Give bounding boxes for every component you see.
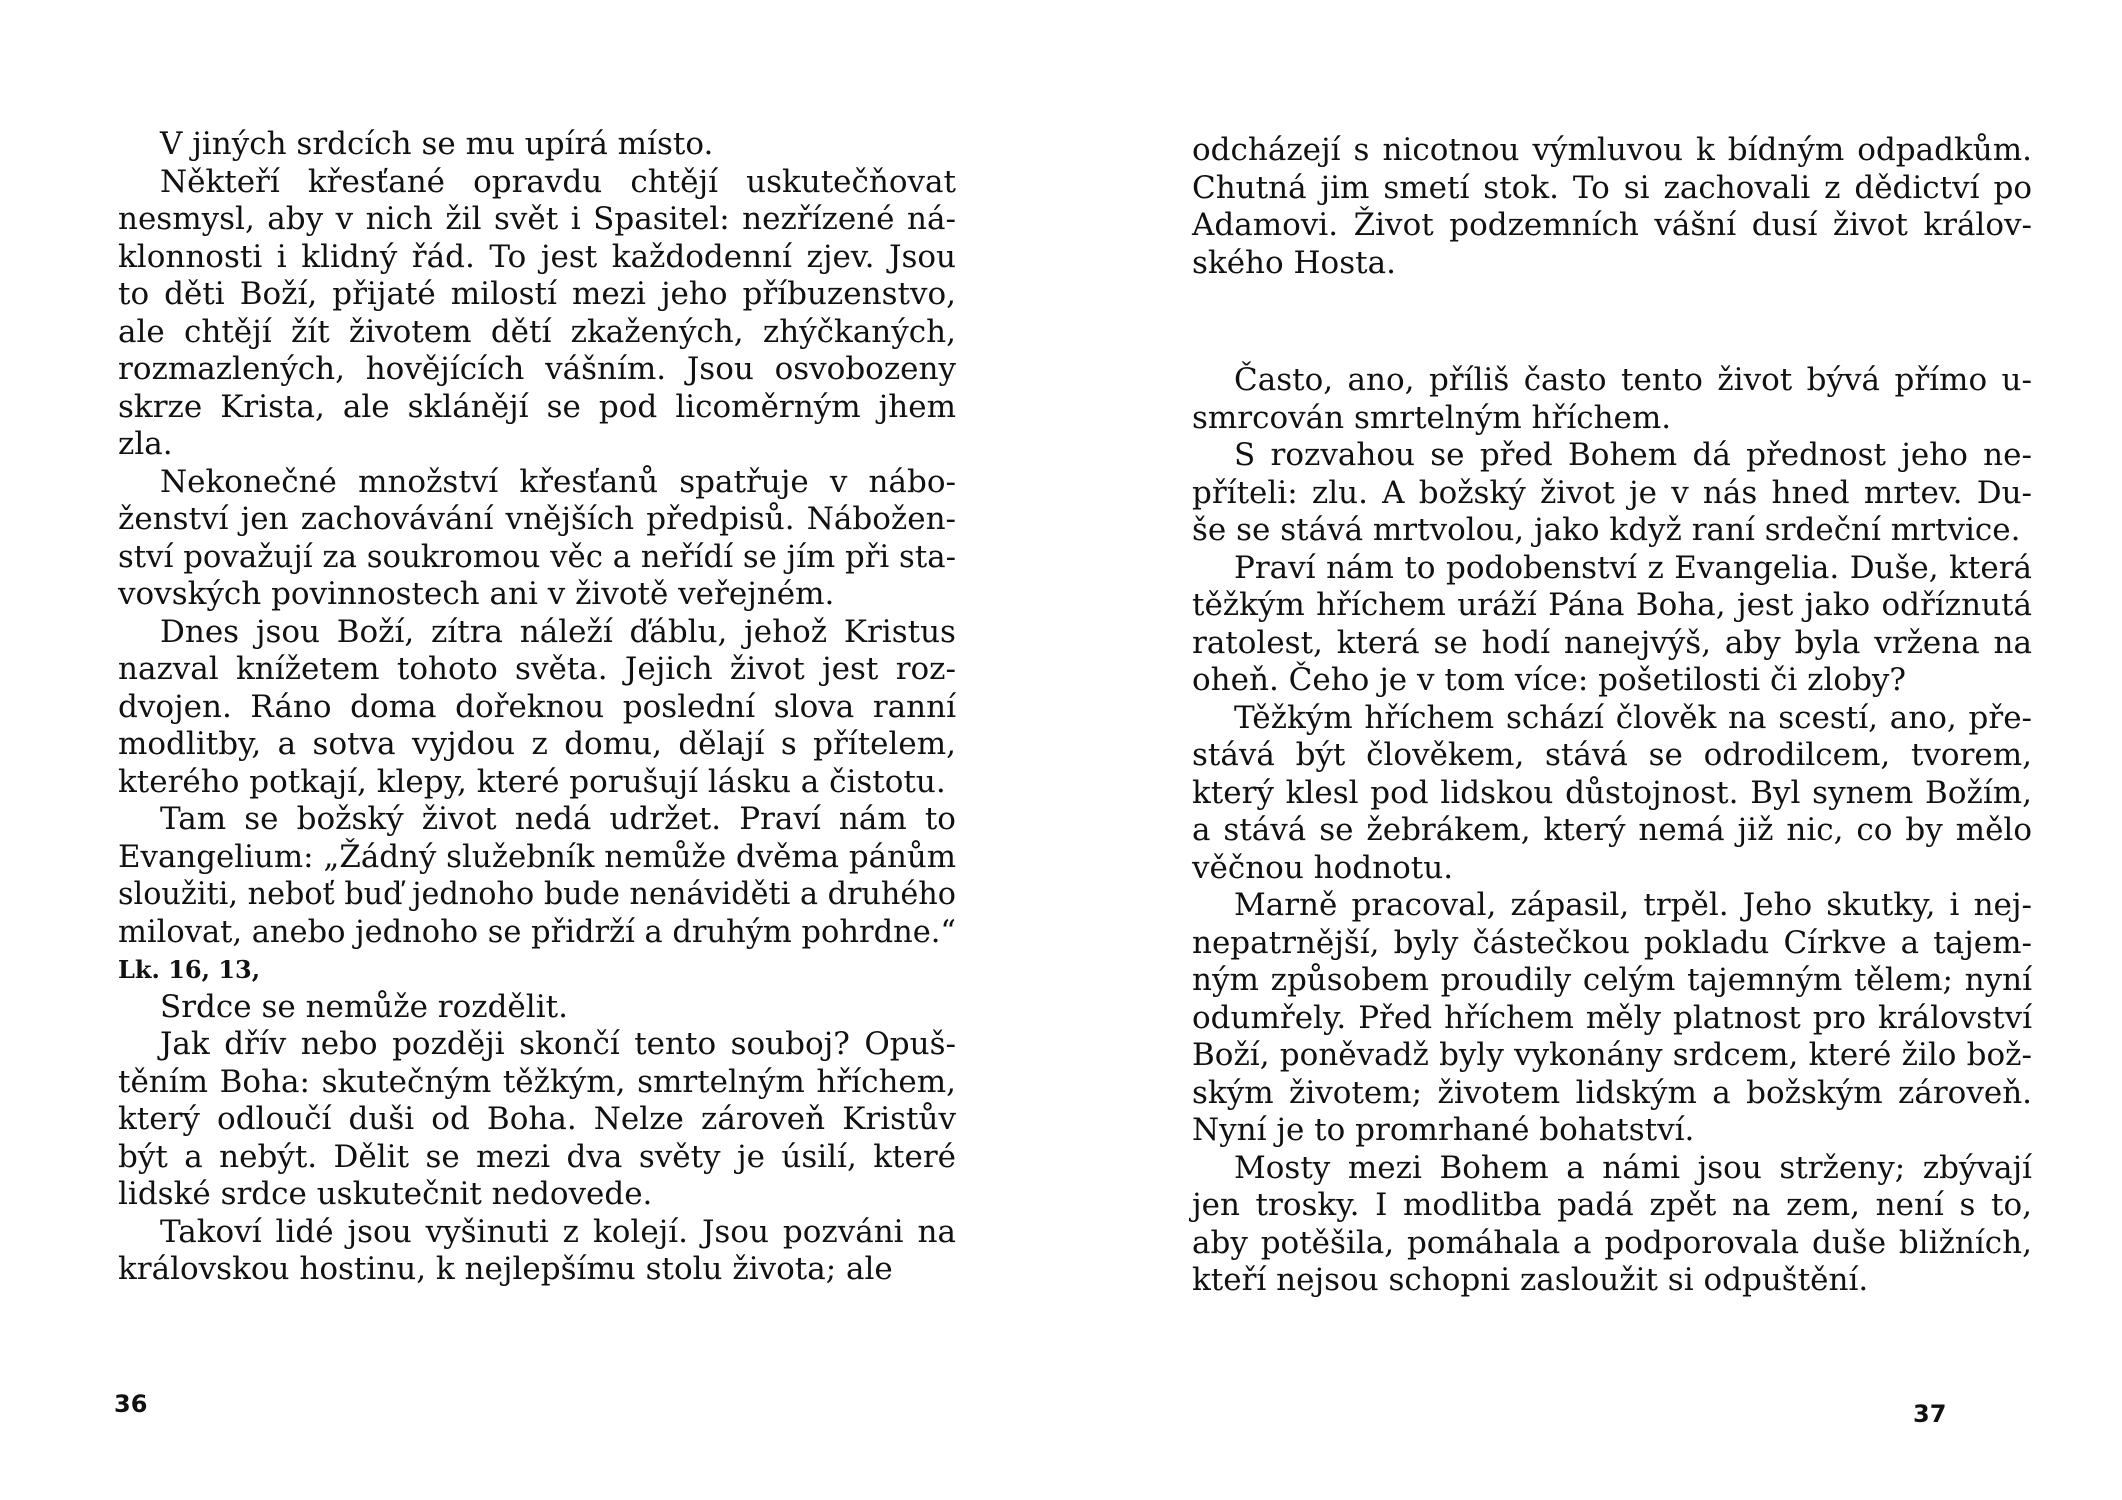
text-line: še se stává mrtvolou, jako když raní srdeční mrtvice. (1192, 512, 2021, 548)
text-line: Mosty mezi Bohem a námi jsou strženy; zbývají (1234, 1149, 2032, 1186)
text-line: nazval knížetem tohoto světa. Jejich život jest roz- (118, 651, 956, 687)
text-line: V jiných srdcích se mu upírá místo. (160, 126, 714, 162)
text-line: nepatrnější, byly částečkou pokladu Církve a tajem- (1192, 924, 2032, 961)
text-line: to děti Boží, přijaté milostí mezi jeho příbuzenstvo, (118, 276, 956, 312)
text-line: Evangelium: „Žádný služebník nemůže dvěma pánům (118, 838, 957, 875)
text-line: ale chtějí žít životem dětí zkažených, zhýčkaných, (118, 313, 956, 350)
text-line: zla. (118, 426, 173, 462)
text-line: který odloučí duši od Boha. Nelze zároveň Kristův (118, 1101, 956, 1137)
text-line: Srdce se nemůže rozdělit. (160, 988, 568, 1025)
text-line: těním Boha: skutečným těžkým, smrtelným hříchem, (118, 1063, 957, 1100)
page-number: 36 (114, 1390, 148, 1418)
text-line: milovat, anebo jednoho se přidrží a druhým pohrdne.“ (118, 913, 957, 950)
text-line: ského Hosta. (1192, 244, 1396, 281)
citation-line: Lk. 16, 13, (118, 955, 261, 984)
text-line: vovských povinnostech ani v životě veřejném. (118, 576, 835, 612)
text-line: jen trosky. I modlitba padá zpět na zem, není s to, (1192, 1187, 2032, 1223)
text-line: ratolest, která se hodí nanejvýš, aby byla vržena na (1192, 624, 2033, 661)
text-line: kteří nejsou schopni zasloužit si odpuštění. (1192, 1262, 1869, 1298)
text-line: Takoví lidé jsou vyšinuti z kolejí. Jsou pozváni na (160, 1213, 956, 1250)
text-line: Marně pracoval, zápasil, trpěl. Jeho skutky, i nej- (1234, 887, 2032, 923)
text-line: ženství jen zachovávání vnějších předpisů. Nábožen- (118, 501, 957, 537)
text-line: dvojen. Ráno doma dořeknou poslední slova ranní (118, 688, 956, 725)
text-line: Boží, poněvadž byly vykonány srdcem, které žilo bož- (1192, 1037, 2032, 1073)
text-line: aby potěšila, pomáhala a podporovala duše bližních, (1192, 1224, 2032, 1261)
text-line: Dnes jsou Boží, zítra náleží ďáblu, jehož Kristus (160, 613, 956, 650)
text-line: smrcován smrtelným hříchem. (1192, 399, 1672, 436)
text-line: Často, ano, příliš často tento život bývá přímo u- (1234, 362, 2032, 398)
text-line: odumřely. Před hříchem měly platnost pro království (1192, 999, 2033, 1036)
text-line: být a nebýt. Dělit se mezi dva světy je úsilí, které (118, 1138, 957, 1175)
text-line: Těžkým hříchem schází člověk na scestí, ano, pře- (1234, 699, 2033, 736)
text-line: sloužiti, neboť buď jednoho bude nenáviděti a druhého (118, 876, 957, 912)
text-line: ským životem; životem lidským a božským zároveň. (1192, 1074, 2033, 1111)
left-page-text (118, 126, 956, 1289)
text-line: Tam se božský život nedá udržet. Praví nám to (160, 801, 956, 837)
text-line: kterého potkají, klepy, které porušují lásku a čistotu. (118, 763, 946, 800)
text-line: rozmazlených, hovějících vášním. Jsou osvobozeny (118, 351, 956, 387)
text-line: oheň. Čeho je v tom více: pošetilosti či zloby? (1192, 662, 1907, 698)
text-line: ství považují za soukromou věc a neřídí se jím při sta- (118, 538, 956, 575)
text-line: a stává se žebrákem, který nemá již nic, co by mělo (1192, 812, 2032, 848)
right-page (1061, 0, 2122, 1500)
text-line: stává být člověkem, stává se odrodilcem, tvorem, (1192, 737, 2033, 773)
text-line: S rozvahou se před Bohem dá přednost jeho ne- (1234, 437, 2032, 473)
text-line: Nyní je to promrhané bohatství. (1192, 1112, 1695, 1148)
text-line: odcházejí s nicotnou výmluvou k bídným odpadkům. (1192, 132, 2032, 168)
text-line: Jak dřív nebo později skončí tento souboj? Opuš- (160, 1026, 956, 1062)
text-line: příteli: zlu. A božský život je v nás hned mrtev. Du- (1192, 474, 2033, 511)
text-line: Adamovi. Život podzemních vášní dusí život králov- (1192, 207, 2032, 243)
text-line: Chutná jim smetí stok. To si zachovali z dědictví po (1192, 169, 2032, 206)
text-line: nesmysl, aby v nich žil svět i Spasitel: nezřízené ná- (118, 201, 956, 237)
text-line: věčnou hodnotu. (1192, 849, 1454, 886)
text-line: těžkým hříchem uráží Pána Boha, jest jako odříznutá (1192, 587, 2032, 623)
text-line: lidské srdce uskutečnit nedovede. (118, 1176, 653, 1212)
right-page-text (1192, 132, 2032, 1300)
text-line: Někteří křesťané opravdu chtějí uskutečňovat (160, 163, 956, 200)
text-line: královskou hostinu, k nejlepšímu stolu života; ale (118, 1251, 893, 1287)
text-line: Nekonečné množství křesťanů spatřuje v nábo- (160, 463, 956, 500)
text-line: ným způsobem proudily celým tajemným tělem; nyní (1192, 962, 2033, 998)
text-line: skrze Krista, ale sklánějí se pod licoměrným jhem (118, 388, 956, 425)
text-line: klonnosti i klidný řád. To jest každodenní zjev. Jsou (118, 238, 957, 275)
text-line: modlitby, a sotva vyjdou z domu, dělají s přítelem, (118, 726, 957, 762)
page-number: 37 (1913, 1400, 1947, 1428)
text-line: který klesl pod lidskou důstojnost. Byl synem Božím, (1192, 774, 2032, 811)
section-gap (1192, 282, 2032, 362)
text-line: Praví nám to podobenství z Evangelia. Duše, která (1234, 549, 2032, 586)
